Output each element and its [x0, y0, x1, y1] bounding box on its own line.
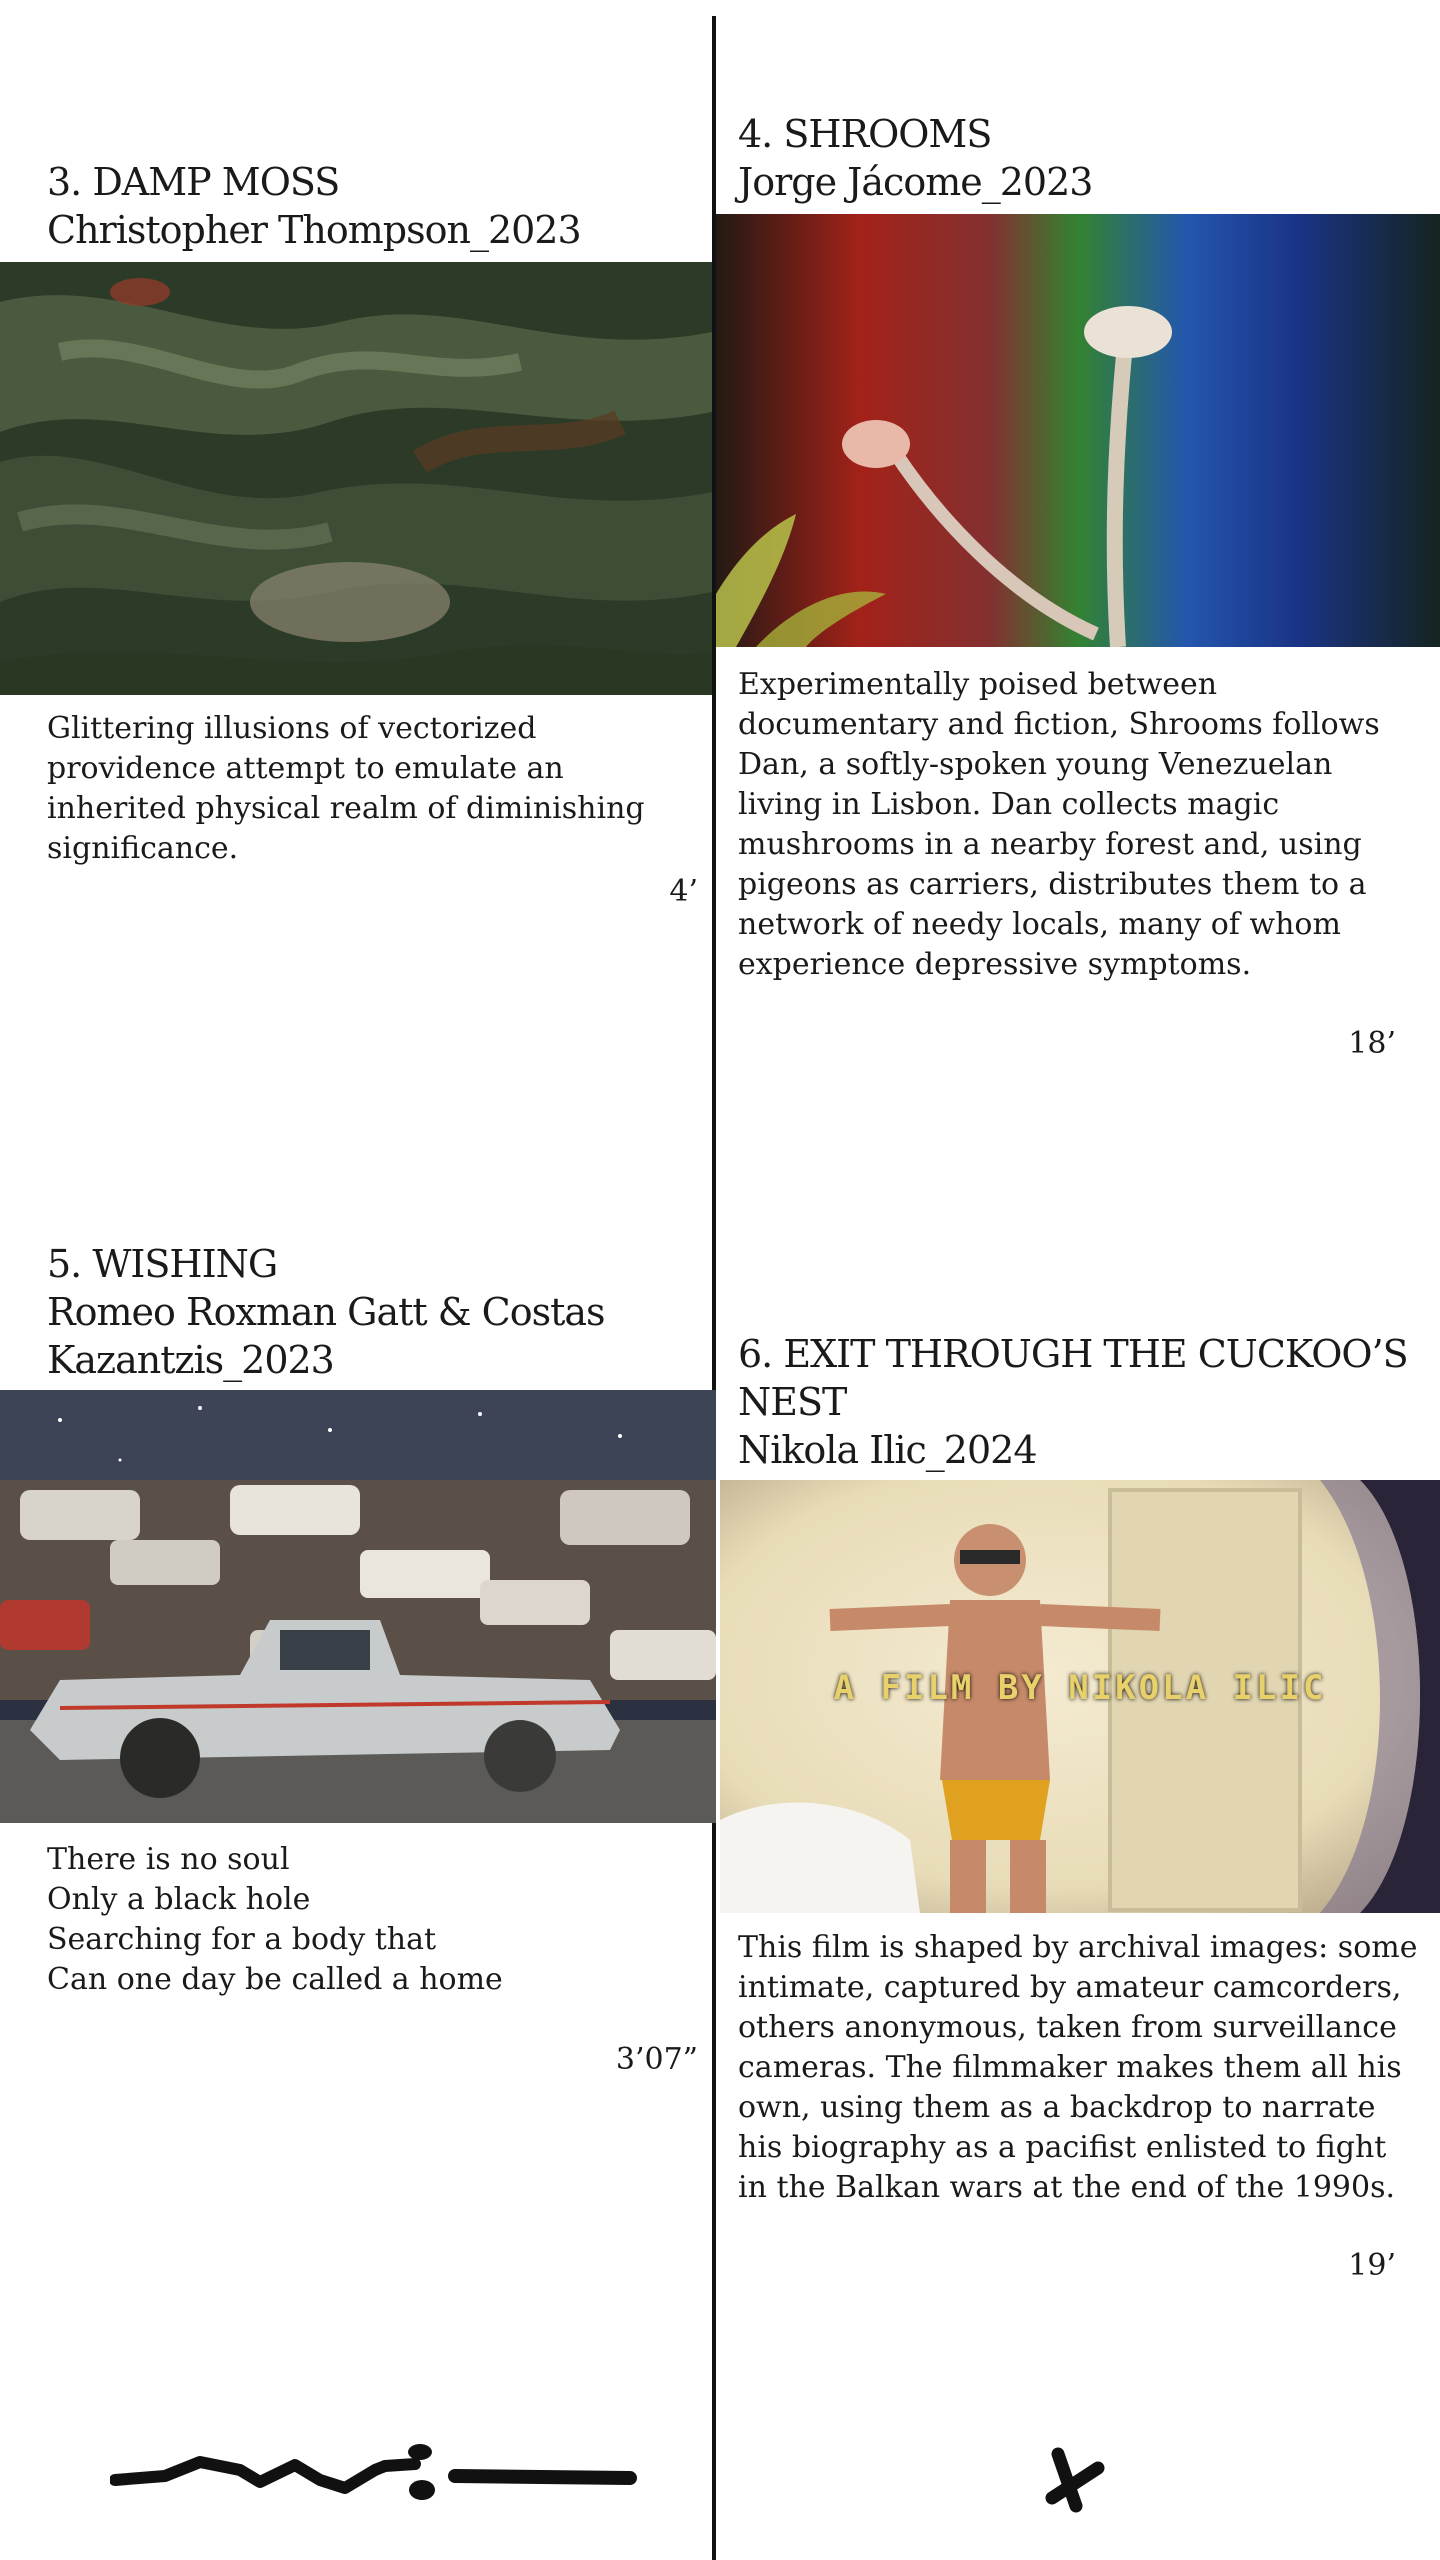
mushroom-still-image[interactable] [716, 214, 1440, 647]
brush-stroke-logo-icon [110, 2440, 640, 2510]
film-description: Glittering illusions of vectorized providence attempt to emulate an inherited physical realm of diminishing significance. [47, 711, 645, 866]
film-card-damp-moss [0, 0, 712, 1200]
moss-still-image[interactable] [0, 262, 712, 695]
cross-mark-icon [1040, 2446, 1110, 2516]
film-duration: 4’ [669, 874, 698, 909]
car-junkyard-still-image[interactable] [0, 1390, 716, 1823]
description-line: Can one day be called a home [47, 1962, 503, 1997]
film-credit: Jorge Jácome_2023 [738, 160, 1093, 204]
film-title: 5. WISHING [47, 1242, 278, 1286]
film-title: 3. DAMP MOSS [47, 160, 340, 204]
film-credit: Christopher Thompson_2023 [47, 208, 581, 252]
film-credit: Nikola Ilic_2024 [738, 1428, 1037, 1472]
description-line: There is no soul [47, 1842, 290, 1877]
film-title: 4. SHROOMS [738, 112, 992, 156]
film-card-wishing [0, 1200, 712, 2300]
description-line: Searching for a body that [47, 1922, 437, 1957]
film-card-shrooms [716, 0, 1440, 1200]
film-card-exit-through-the-cuckoos-nest [716, 1200, 1440, 2300]
film-title: 6. EXIT THROUGH THE CUCKOO’S NEST [738, 1332, 1408, 1424]
description-line: Only a black hole [47, 1882, 311, 1917]
film-overlay-text: A FILM BY NIKOLA ILIC [833, 1668, 1327, 1708]
film-description: Experimentally poised between documentary and fiction, Shrooms follows Dan, a softly-spoken young Venezuelan living in Lisbon. Dan collects magic mushrooms in a nearby forest and, using pigeons as carriers, distributes them to a network of needy locals, many of whom experience depressive symptoms. [738, 667, 1380, 982]
film-duration: 18’ [1348, 1026, 1396, 1061]
film-description [47, 1840, 687, 2000]
film-description: This film is shaped by archival images: some intimate, captured by amateur camcorders, others anonymous, taken from surveillance cameras. The filmmaker makes them all his own, using them as a backdrop to narrate his biography as a pacifist enlisted to fight in the Balkan wars at the end of the 1990s. [738, 1930, 1418, 2205]
film-duration: 3’07” [615, 2042, 698, 2077]
film-duration: 19’ [1348, 2248, 1396, 2283]
film-credit: Romeo Roxman Gatt & Costas Kazantzis_2023 [47, 1290, 605, 1382]
camcorder-still-image[interactable] [720, 1480, 1440, 1913]
